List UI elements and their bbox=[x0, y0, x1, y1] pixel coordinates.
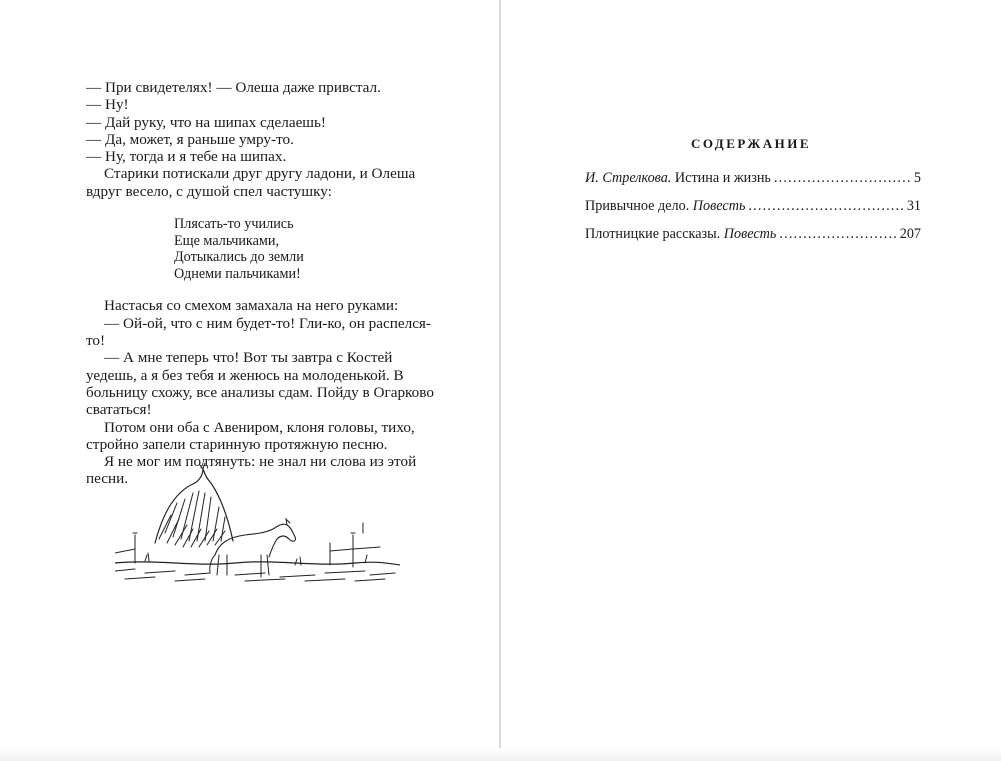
verse-line: Плясать-то учились bbox=[174, 216, 294, 233]
paragraph: Старики потискали друг другу ладони, и Олеша вдруг весело, с душой спел частушку: bbox=[86, 165, 416, 200]
toc-entry-title-text: Привычное дело. bbox=[585, 198, 693, 214]
paragraph: — Да, может, я раньше умру-то. bbox=[86, 130, 294, 148]
toc-leader-dots bbox=[779, 226, 896, 243]
toc-entry-genre: Повесть bbox=[723, 226, 777, 242]
paragraph: Я не мог им подтянуть: не знал ни слова из этой песни. bbox=[86, 453, 417, 488]
paragraph: — А мне теперь что! Вот ты завтра с Костей уедешь, а я без тебя и женюсь на молоденькой. В больницу схожу, все анализы сдам. Пойду в Огарково свататься! bbox=[86, 349, 434, 419]
verse-line: Однеми пальчиками! bbox=[174, 265, 301, 282]
toc-entry bbox=[585, 170, 921, 188]
table-of-contents bbox=[585, 170, 921, 254]
paragraph: — Ну! bbox=[86, 96, 129, 114]
toc-page-number: 207 bbox=[899, 226, 921, 242]
paragraph: — При свидетелях! — Олеша даже привстал. bbox=[86, 79, 381, 96]
toc-entry-title bbox=[585, 198, 745, 215]
chastushka-verse bbox=[174, 216, 446, 282]
paragraph: Потом они оба с Авениром, клоня головы, тихо, стройно запели старинную протяжную песню. bbox=[86, 418, 415, 453]
toc-entry-title bbox=[585, 170, 771, 187]
haystack-horse-illustration bbox=[115, 463, 400, 583]
toc-leader-dots bbox=[774, 170, 911, 187]
paragraph: — Ой-ой, что с ним будет-то! Гли-ко, он распелся-то! bbox=[86, 314, 431, 350]
toc-entry-author: И. Стрелкова. bbox=[585, 170, 672, 186]
toc-leader-dots bbox=[748, 198, 903, 215]
left-page bbox=[0, 0, 499, 761]
paragraph: Настасья со смехом замахала на него руками: bbox=[104, 297, 399, 315]
right-page bbox=[501, 0, 1001, 761]
verse-line: Дотыкались до земли bbox=[174, 249, 304, 266]
paragraph: — Ну, тогда и я тебе на шипах. bbox=[86, 148, 287, 166]
toc-page-number: 31 bbox=[906, 198, 921, 214]
toc-page-number: 5 bbox=[913, 170, 921, 186]
page-bottom-shadow bbox=[0, 748, 1001, 761]
story-text bbox=[86, 79, 446, 488]
verse-line: Еще мальчиками, bbox=[174, 232, 280, 249]
toc-entry bbox=[585, 226, 921, 244]
toc-entry bbox=[585, 198, 921, 216]
toc-entry-title-text: Плотницкие рассказы. bbox=[585, 226, 724, 242]
toc-entry-title bbox=[585, 226, 776, 243]
toc-heading: СОДЕРЖАНИЕ bbox=[690, 136, 812, 151]
paragraph: — Дай руку, что на шипах сделаешь! bbox=[86, 113, 326, 131]
toc-entry-title-text: Истина и жизнь bbox=[671, 170, 771, 186]
toc-entry-genre: Повесть bbox=[692, 198, 746, 214]
